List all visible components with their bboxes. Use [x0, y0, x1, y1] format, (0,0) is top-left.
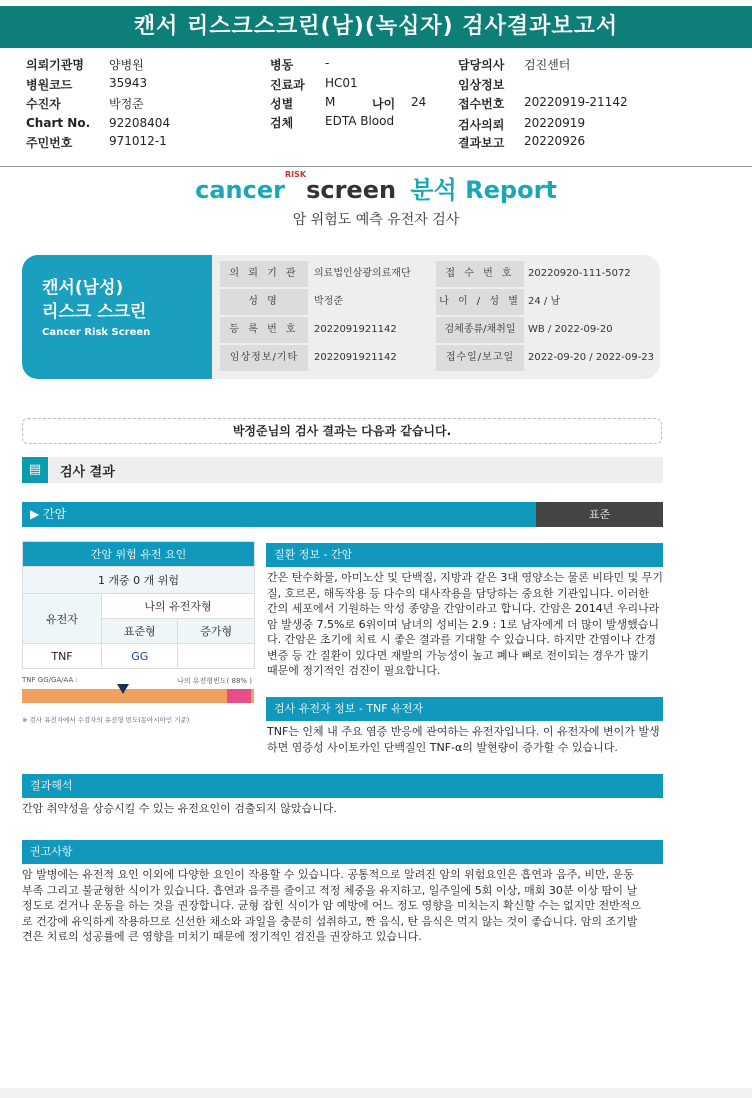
freq-left-label: TNF GG/GA/AA : [22, 676, 78, 684]
card-label: 임상정보/기타 [220, 345, 308, 371]
header-value: M [325, 95, 336, 109]
header-value: 20220926 [524, 134, 586, 148]
header-value: 박정준 [109, 97, 144, 111]
header-label: 수진자 [26, 97, 61, 111]
page-footer [0, 1088, 752, 1098]
section-header [22, 457, 663, 483]
header-label: 병원코드 [26, 78, 73, 92]
logo-report: 분석 Report [410, 176, 557, 204]
card-value: 2022-09-20 / 2022-09-23 [528, 352, 654, 363]
freq-bar-highlight [227, 689, 251, 703]
header-label: 진료과 [270, 78, 305, 92]
cancer-type-bar [22, 502, 536, 527]
header-value: 양병원 [109, 58, 144, 72]
disease-info-title: 질환 정보 - 간암 [266, 543, 663, 567]
document-icon: ▤ [22, 457, 48, 483]
card-value: 의료법인삼광의료재단 [314, 268, 411, 279]
freq-marker-icon [117, 684, 129, 694]
header-label: 성별 [270, 97, 294, 111]
card-label: 나 이 / 성 별 [436, 289, 524, 315]
col-increased: 증가형 [178, 619, 255, 644]
gene-info-title: 검사 유전자 정보 - TNF 유전자 [266, 697, 663, 721]
advice-title: 권고사항 [22, 840, 663, 864]
header-value: 35943 [109, 76, 148, 90]
col-gene: 유전자 [23, 594, 102, 644]
header-label: 검사의뢰 [458, 118, 505, 132]
card-label: 등 록 번 호 [220, 317, 308, 343]
header-label: 주민번호 [26, 136, 73, 150]
freq-bar [22, 689, 254, 703]
report-subtitle: 암 위험도 예측 유전자 검사 [292, 212, 460, 228]
gene-table [22, 541, 255, 669]
gene-increased-value [178, 644, 255, 669]
header-value: 20220919 [524, 116, 586, 130]
card-value: 박정준 [314, 296, 343, 307]
gene-info-text: TNF는 인체 내 주요 염증 반응에 관여하는 유전자입니다. 이 유전자에 변이가 발생하면 염증성 사이토카인 단백질인 TNF-α의 발현량이 증가할 수 있습니다. [267, 725, 660, 754]
header-label: 병동 [270, 58, 294, 72]
result-notice: 박정준님의 검사 결과는 다음과 같습니다. [22, 418, 662, 444]
header-value: HC01 [325, 76, 358, 90]
report-logo [0, 170, 752, 205]
card-title-line2: 리스크 스크린 [42, 302, 147, 322]
card-label: 검체종류/채취일 [436, 317, 524, 343]
header-value: 검진센터 [524, 58, 571, 72]
cancer-type-label: ▶ 간암 [30, 507, 67, 521]
card-title-line1: 캔서(남성) [42, 278, 124, 298]
header-value: 24 [411, 95, 427, 109]
gene-name: TNF [23, 644, 102, 669]
header-label: 임상정보 [458, 78, 505, 92]
section-title: 검사 결과 [60, 465, 115, 480]
card-label: 접 수 번 호 [436, 261, 524, 287]
col-standard: 표준형 [102, 619, 178, 644]
header-label: 의뢰기관명 [26, 58, 84, 72]
header-label: 나이 [372, 97, 396, 111]
header-value: 92208404 [109, 116, 171, 130]
gene-table-head: 간암 위험 유전 요인 [23, 542, 255, 567]
header-value: 20220919-21142 [524, 95, 628, 109]
patient-card [22, 255, 660, 379]
header-label: 결과보고 [458, 136, 505, 150]
report-title: 캔서 리스크스크린(남)(녹십자) 검사결과보고서 [0, 6, 752, 48]
card-value: 20220920-111-5072 [528, 268, 631, 279]
card-value: 2022091921142 [314, 324, 397, 335]
card-label: 성 명 [220, 289, 308, 315]
header-label: 담당의사 [458, 58, 505, 72]
card-value: WB / 2022-09-20 [528, 324, 613, 335]
interpretation-title: 결과해석 [22, 774, 663, 798]
interpretation-text: 간암 취약성을 상승시킬 수 있는 유전요인이 검출되지 않았습니다. [22, 802, 337, 815]
col-my-genotype: 나의 유전자형 [102, 594, 255, 619]
logo-risk: RISK [284, 170, 307, 179]
header-value: 971012-1 [109, 134, 167, 148]
card-value: 24 / 남 [528, 296, 561, 307]
freq-right-label: 나의 유전형빈도( 88% ) [177, 677, 253, 685]
advice-text: 암 발병에는 유전적 요인 이외에 다양한 요인이 작용할 수 있습니다. 공통적으로 알려진 암의 위험요인은 흡연과 음주, 비만, 운동 부족 그리고 불균형한 식이가 있습니다. 흡연과 음주를 줄이고 적정 체중을 유지하고, 일주일에 5회 이상, 매회 30분 이상 땀이 날 정도로 걷거나 운동을 하는 것을 권장합니다. 균형 잡힌 식이가 암 예방에 어느 정도 영향을 미치는지 확신할 수는 없지만 전반적으로 건강에 유익하게 작용하므로 신선한 채소와 과일을 충분히 섭취하고, 짠 음식, 탄 음식은 먹지 않는 것이 좋습니다. 암의 조기발견은 치료의 성공률에 큰 영향을 미치기 때문에 정기적인 검진을 권장하고 있습니다. [22, 868, 641, 943]
gene-table-count: 1 개중 0 개 위험 [23, 567, 255, 594]
disease-info-text: 간은 탄수화물, 아미노산 및 단백질, 지방과 같은 3대 영양소는 물론 비타민 및 무기질, 호르몬, 해독작용 등 다수의 대사작용을 담당하는 중요한 기관입니다. 이러한 간의 세포에서 기원하는 악성 종양을 간암이라고 합니다. 간암은 2014년 우리나라 암 발생중 7.5%로 6위이며 남녀의 성비는 2.9 : 1로 남자에게 더 많이 발생했습니다. 간암은 초기에 치료 시 좋은 결과를 기대할 수 있습니다. 하지만 간염이나 간경변증 등 간 질환이 있다면 재발의 가능성이 높고 폐나 뼈로 전이되는 경우가 많기 때문에 정기적인 검진이 필요합니다. [267, 571, 663, 677]
card-title-en: Cancer Risk Screen [42, 327, 151, 338]
gene-standard-value: GG [102, 644, 178, 669]
logo-screen: screen [306, 176, 397, 204]
table-row [23, 644, 255, 669]
header-value: - [325, 56, 330, 70]
status-badge: 표준 [536, 502, 663, 527]
card-title-panel [22, 255, 212, 379]
header-value: EDTA Blood [325, 114, 395, 128]
card-label: 접수일/보고일 [436, 345, 524, 371]
header-label: 검체 [270, 116, 294, 130]
header-divider [0, 166, 752, 167]
logo-cancer: cancer [195, 176, 285, 204]
header-label: 접수번호 [458, 97, 505, 111]
card-value: 2022091921142 [314, 352, 397, 363]
card-label: 의 뢰 기 관 [220, 261, 308, 287]
header-label: Chart No. [26, 116, 91, 130]
freq-note: ※ 검사 유전자에서 수검자의 유전형 빈도(동아시아인 기준) [22, 716, 190, 724]
